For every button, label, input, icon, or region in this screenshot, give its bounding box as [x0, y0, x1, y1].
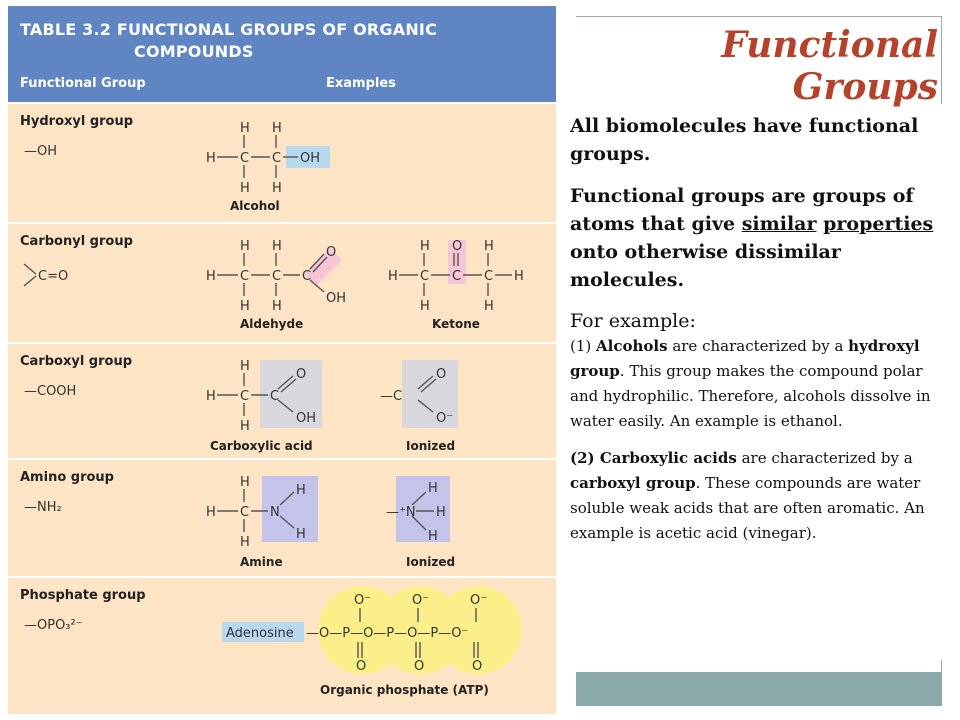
table-row-carbonyl — [8, 224, 556, 344]
frame-line-right — [941, 16, 942, 104]
svg-text:H: H — [272, 299, 282, 314]
svg-text:H: H — [296, 527, 306, 542]
svg-text:C: C — [270, 389, 280, 404]
svg-text:H: H — [484, 239, 494, 254]
svg-text:H: H — [388, 269, 398, 284]
slide-title: Functional Groups — [721, 24, 938, 108]
svg-text:O: O — [356, 659, 367, 674]
underlined-properties: properties — [823, 213, 934, 235]
svg-text:C: C — [272, 151, 282, 166]
group-name: Amino group — [20, 470, 114, 485]
svg-text:H: H — [206, 269, 216, 284]
svg-text:H: H — [428, 529, 438, 544]
svg-text:H: H — [272, 181, 282, 196]
svg-text:H: H — [240, 475, 250, 490]
group-name: Carbonyl group — [20, 234, 133, 249]
table-row-phosphate — [8, 578, 556, 714]
example-label: Carboxylic acid — [210, 439, 313, 453]
example-heading: For example: — [570, 310, 696, 332]
example-label: Organic phosphate (ATP) — [320, 683, 489, 697]
svg-text:C: C — [272, 269, 282, 284]
svg-text:C: C — [302, 269, 312, 284]
svg-text:O: O — [472, 659, 483, 674]
svg-text:OH: OH — [296, 411, 317, 426]
table-title: TABLE 3.2 FUNCTIONAL GROUPS OF ORGANIC — [20, 20, 438, 39]
svg-text:H: H — [420, 239, 430, 254]
svg-text:H: H — [272, 239, 282, 254]
svg-text:OH: OH — [300, 151, 321, 166]
frame-line-right-bottom — [941, 660, 942, 672]
group-formula: —OPO₃²⁻ — [24, 618, 83, 633]
svg-text:—O—P—O—P—O—P—O⁻: —O—P—O—P—O—P—O⁻ — [306, 626, 469, 641]
svg-text:H: H — [206, 505, 216, 520]
svg-text:H: H — [296, 483, 306, 498]
svg-text:O: O — [436, 367, 447, 382]
svg-text:H: H — [206, 389, 216, 404]
group-formula: —NH₂ — [24, 500, 62, 515]
frame-line-top — [576, 16, 942, 17]
svg-text:OH: OH — [326, 291, 347, 306]
svg-text:H: H — [428, 481, 438, 496]
paragraph-intro: All biomolecules have functional groups. — [570, 115, 919, 165]
svg-text:C: C — [452, 269, 462, 284]
carboxyl-structures — [8, 344, 556, 458]
svg-text:H: H — [240, 299, 250, 314]
svg-text:H: H — [240, 181, 250, 196]
svg-text:C: C — [240, 151, 250, 166]
group-formula: —OH — [24, 144, 58, 159]
svg-text:H: H — [484, 299, 494, 314]
table-row-carboxyl — [8, 344, 556, 460]
group-name: Phosphate group — [20, 588, 146, 603]
carbonyl-structures — [8, 224, 556, 342]
svg-text:C: C — [240, 269, 250, 284]
svg-text:O⁻: O⁻ — [412, 593, 430, 608]
example-label: Ionized — [406, 439, 456, 453]
table-row-hydroxyl — [8, 104, 556, 224]
svg-text:O⁻: O⁻ — [354, 593, 372, 608]
svg-text:H: H — [420, 299, 430, 314]
svg-text:O⁻: O⁻ — [436, 411, 454, 426]
example-carboxylic-acids: (2) Carboxylic acids are characterized by a carboxyl group. These compounds are water soluble weak acids that are often aromatic. An example is acetic acid (vinegar). — [570, 449, 925, 542]
column-header-examples: Examples — [326, 76, 396, 91]
svg-text:C: C — [420, 269, 430, 284]
example-label: Amine — [240, 555, 283, 569]
svg-text:C: C — [240, 505, 250, 520]
svg-text:O: O — [452, 239, 463, 254]
group-name: Hydroxyl group — [20, 114, 134, 129]
svg-text:O: O — [326, 245, 337, 260]
svg-text:—C: —C — [380, 389, 403, 404]
svg-text:H: H — [240, 121, 250, 136]
atp-structure — [8, 578, 556, 714]
example-alcohols: (1) Alcohols are characterized by a hydroxyl group. This group makes the compound polar and hydrophilic. Therefore, alcohols dissolve in water easily. An example is ethanol. — [570, 337, 931, 430]
svg-text:H: H — [206, 151, 216, 166]
svg-text:H: H — [436, 505, 446, 520]
adenosine-label: Adenosine — [226, 626, 294, 641]
table-row-amino — [8, 460, 556, 578]
svg-text:C: C — [240, 389, 250, 404]
svg-text:O: O — [414, 659, 425, 674]
svg-text:O: O — [296, 367, 307, 382]
svg-text:N: N — [270, 505, 280, 520]
example-label: Aldehyde — [240, 317, 304, 331]
example-label: Ionized — [406, 555, 456, 569]
svg-text:—⁺N: —⁺N — [386, 505, 416, 520]
svg-text:H: H — [240, 419, 250, 434]
svg-text:C: C — [484, 269, 494, 284]
svg-text:H: H — [240, 359, 250, 374]
column-header-group: Functional Group — [20, 76, 146, 91]
underlined-similar: similar — [741, 213, 817, 235]
group-formula: —COOH — [24, 384, 77, 399]
table-header — [8, 6, 556, 102]
slide-body — [570, 112, 942, 558]
svg-text:H: H — [272, 121, 282, 136]
example-label: Ketone — [432, 317, 480, 331]
alcohol-structure — [8, 104, 556, 222]
functional-groups-table — [8, 6, 556, 714]
example-label: Alcohol — [230, 199, 280, 213]
svg-text:H: H — [240, 239, 250, 254]
group-name: Carboxyl group — [20, 354, 133, 369]
table-title-cont: COMPOUNDS — [134, 42, 254, 61]
amino-structures — [8, 460, 556, 576]
svg-text:H: H — [514, 269, 524, 284]
paragraph-definition: Functional groups are groups of atoms that give similar properties onto otherwise dissimilar molecules. — [570, 185, 934, 291]
footer-bar — [576, 672, 942, 706]
svg-text:H: H — [240, 535, 250, 550]
svg-text:O⁻: O⁻ — [470, 593, 488, 608]
group-formula: C=O — [38, 269, 69, 284]
